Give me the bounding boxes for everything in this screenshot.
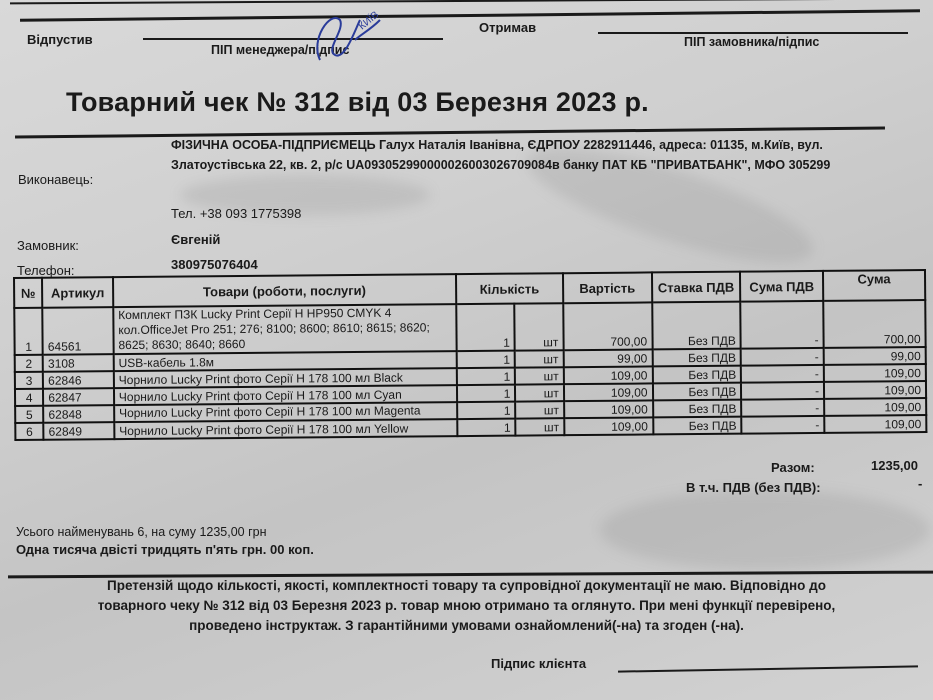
cell-qty: 1 <box>457 351 516 369</box>
col-header-vat-rate: Ставка ПДВ <box>652 272 741 303</box>
table-row <box>14 300 925 355</box>
cell-vat-sum: - <box>741 399 824 417</box>
customer-signature-line <box>598 32 908 34</box>
client-signature-line <box>618 665 918 672</box>
cell-vat-rate: Без ПДВ <box>652 302 741 350</box>
page-title: Товарний чек № 312 від 03 Березня 2023 р. <box>66 87 649 117</box>
manager-caption: ПІП менеджера/підпис <box>211 43 350 57</box>
cell-no: 4 <box>15 389 43 406</box>
cell-unit: шт <box>515 303 564 350</box>
cell-qty: 1 <box>457 385 516 403</box>
col-header-sku: Артикул <box>42 277 113 308</box>
cell-vat-sum: - <box>741 301 824 349</box>
cell-sum: 700,00 <box>823 300 925 348</box>
cell-goods: Чорнило Lucky Print фото Серії H 178 100 мл Yellow <box>114 419 457 439</box>
cell-qty: 1 <box>457 368 516 386</box>
cell-sum: 109,00 <box>824 381 926 399</box>
cell-qty: 1 <box>456 304 515 352</box>
vat-value: - <box>918 476 923 491</box>
cell-vat-rate: Без ПДВ <box>652 349 741 367</box>
col-header-vat-sum: Сума ПДВ <box>740 271 823 302</box>
cell-qty: 1 <box>457 419 516 437</box>
cell-price: 99,00 <box>563 349 652 367</box>
cell-goods: Чорнило Lucky Print фото Серії H 178 100 мл Cyan <box>114 385 457 405</box>
cell-unit: шт <box>515 401 564 418</box>
disclaimer-line1: Претензій щодо кількості, якості, комплектності товару та супровідної документації не маю. Відповідно до <box>107 578 826 593</box>
cell-price: 109,00 <box>564 417 653 435</box>
cell-sum: 99,00 <box>824 347 926 365</box>
cell-vat-sum: - <box>741 348 824 366</box>
cell-price: 109,00 <box>564 366 653 384</box>
cell-goods: Чорнило Lucky Print фото Серії H 178 100 мл Magenta <box>114 402 457 422</box>
cell-price: 109,00 <box>564 400 653 418</box>
amount-in-words: Одна тисяча двісті тридцять п'ять грн. 00 коп. <box>16 542 314 557</box>
cell-unit: шт <box>515 367 564 384</box>
cell-qty: 1 <box>457 402 516 420</box>
total-label: Разом: <box>771 460 815 475</box>
cell-unit: шт <box>516 418 565 435</box>
cell-sum: 109,00 <box>824 398 926 416</box>
cell-vat-sum: - <box>741 365 824 383</box>
cell-sum: 109,00 <box>824 364 926 382</box>
svg-text:КИЇВ: КИЇВ <box>356 9 382 33</box>
cell-vat-rate: Без ПДВ <box>653 417 742 435</box>
col-header-no: № <box>14 278 42 308</box>
cell-vat-rate: Без ПДВ <box>653 400 742 418</box>
cell-unit: шт <box>515 384 564 401</box>
received-label: Отримав <box>479 20 537 35</box>
cell-vat-rate: Без ПДВ <box>652 383 741 401</box>
top-rule <box>20 9 920 21</box>
col-header-price: Вартість <box>563 272 652 303</box>
cell-sku: 62847 <box>43 388 114 406</box>
customer-caption: ПІП замовника/підпис <box>684 35 820 49</box>
cell-vat-sum: - <box>741 382 824 400</box>
vat-label: В т.ч. ПДВ (без ПДВ): <box>686 480 821 495</box>
seller-details-line2: Златоустівська 22, кв. 2, р/с UA093052990000026003026709084в банку ПАТ КБ "ПРИВАТБАНК", МФО 305299 <box>171 158 831 172</box>
col-header-qty: Кількість <box>456 273 563 304</box>
cell-no: 5 <box>15 406 43 423</box>
photo-shadow <box>600 490 930 570</box>
cell-goods: Комплект ПЗК Lucky Print Серії H HP950 CMYK 4 кол.OfficeJet Pro 251; 276; 8100; 8600; 8610; 8615; 8620; 8625; 8630; 8640; 8660 <box>113 304 456 354</box>
customer-name: Євгеній <box>171 232 221 247</box>
cell-goods: USB-кабель 1.8м <box>114 351 457 371</box>
customer-phone: 380975076404 <box>171 257 258 272</box>
cell-goods: Чорнило Lucky Print фото Серії H 178 100 мл Black <box>114 368 457 388</box>
signature-stamp-icon <box>300 0 400 70</box>
cell-price: 700,00 <box>563 302 652 350</box>
col-header-goods: Товари (роботи, послуги) <box>113 274 456 307</box>
released-label: Відпустив <box>27 32 93 47</box>
cell-no: 6 <box>15 423 43 440</box>
total-value: 1235,00 <box>871 458 918 473</box>
cell-no: 3 <box>15 372 43 389</box>
items-count-summary: Усього найменувань 6, на суму 1235,00 грн <box>16 525 267 539</box>
seller-details-line1: ФІЗИЧНА ОСОБА-ПІДПРИЄМЕЦЬ Галух Наталія Іванівна, ЄДРПОУ 2282911446, адреса: 01135, м.Київ, вул. <box>171 138 823 152</box>
cell-vat-rate: Без ПДВ <box>652 366 741 384</box>
client-signature-label: Підпис клієнта <box>491 656 587 671</box>
customer-label: Замовник: <box>17 238 79 253</box>
cell-sku: 3108 <box>43 354 114 372</box>
items-table <box>13 269 927 441</box>
cell-price: 109,00 <box>564 383 653 401</box>
cell-sum: 109,00 <box>824 415 926 433</box>
disclaimer-line2: товарного чеку № 312 від 03 Березня 2023 р. товар мною отримано та оглянуто. При мені функції перевірено, <box>97 598 836 613</box>
cell-sku: 62846 <box>43 371 114 389</box>
seller-phone: Тел. +38 093 1775398 <box>171 206 302 221</box>
cell-unit: шт <box>515 350 564 367</box>
cell-sku: 62848 <box>43 405 114 423</box>
seller-label: Виконавець: <box>18 172 94 187</box>
top-rule <box>10 0 900 4</box>
cell-vat-sum: - <box>742 416 825 434</box>
col-header-sum: Сума <box>823 270 925 301</box>
disclaimer-line3: проведено інструктаж. З гарантійними умовами ознайомлений(-на) та згоден (-на). <box>189 618 744 633</box>
cell-sku: 62849 <box>44 422 115 440</box>
customer-phone-label: Телефон: <box>17 263 75 278</box>
cell-no: 2 <box>15 355 43 372</box>
cell-sku: 64561 <box>43 307 114 355</box>
cell-no: 1 <box>14 308 43 355</box>
